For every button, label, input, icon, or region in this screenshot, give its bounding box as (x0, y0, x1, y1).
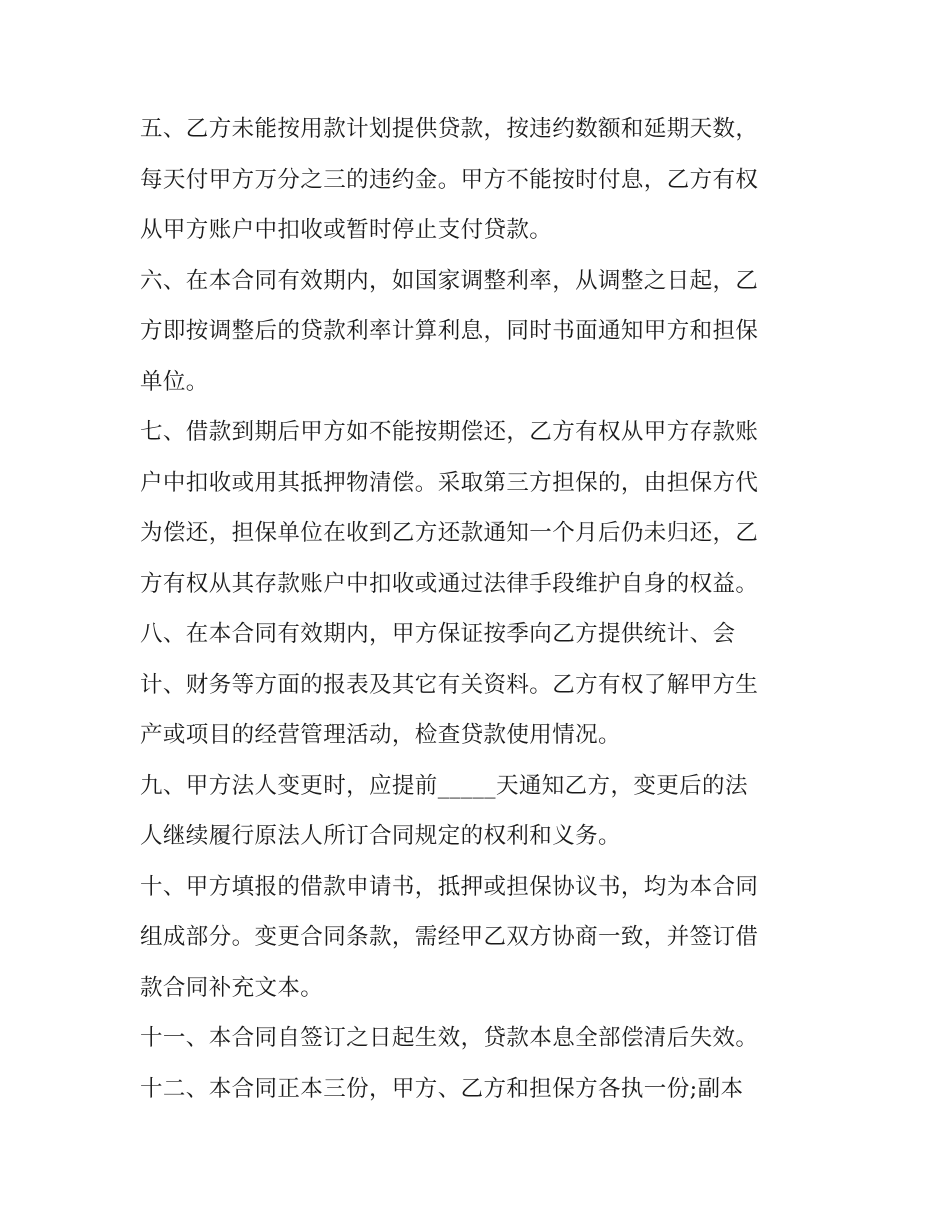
text-line: 人继续履行原法人所订合同规定的权利和义务。 (140, 823, 621, 849)
text-line: 计、财务等方面的报表及其它有关资料。乙方有权了解甲方生 (140, 671, 759, 698)
contract-text (140, 104, 820, 1114)
text-line: 方有权从其存款账户中扣收或通过法律手段维护自身的权益。 (140, 570, 759, 597)
text-line: 七、借款到期后甲方如不能按期偿还，乙方有权从甲方存款账 (140, 419, 759, 445)
text-line: 组成部分。变更合同条款，需经甲乙双方协商一致，并签订借 (140, 924, 759, 950)
text-line: 从甲方账户中扣收或暂时停止支付贷款。 (140, 217, 553, 243)
text-line: 六、在本合同有效期内，如国家调整利率，从调整之日起，乙 (140, 267, 759, 294)
text-line: 五、乙方未能按用款计划提供贷款，按违约数额和延期天数， (140, 116, 759, 142)
text-line: 单位。 (140, 368, 209, 395)
text-line: 为偿还，担保单位在收到乙方还款通知一个月后仍未归还，乙 (140, 520, 759, 546)
text-line: 款合同补充文本。 (140, 974, 324, 1001)
text-line: 方即按调整后的贷款利率计算利息，同时书面通知甲方和担保 (140, 318, 759, 344)
text-line: 十一、本合同自签订之日起生效，贷款本息全部偿清后失效。 (140, 1025, 759, 1051)
text-line: 每天付甲方万分之三的违约金。甲方不能按时付息，乙方有权 (140, 166, 759, 193)
text-line: 八、在本合同有效期内，甲方保证按季向乙方提供统计、会 (140, 621, 736, 647)
text-line: 十、甲方填报的借款申请书，抵押或担保协议书，均为本合同 (140, 873, 759, 900)
text-line: 十二、本合同正本三份，甲方、乙方和担保方各执一份;副本 (140, 1075, 744, 1102)
text-line: 户中扣收或用其抵押物清偿。采取第三方担保的，由担保方代 (140, 469, 759, 496)
text-line: 九、甲方法人变更时，应提前_____天通知乙方，变更后的法 (140, 772, 748, 799)
text-line: 产或项目的经营管理活动，检查贷款使用情况。 (140, 722, 621, 748)
